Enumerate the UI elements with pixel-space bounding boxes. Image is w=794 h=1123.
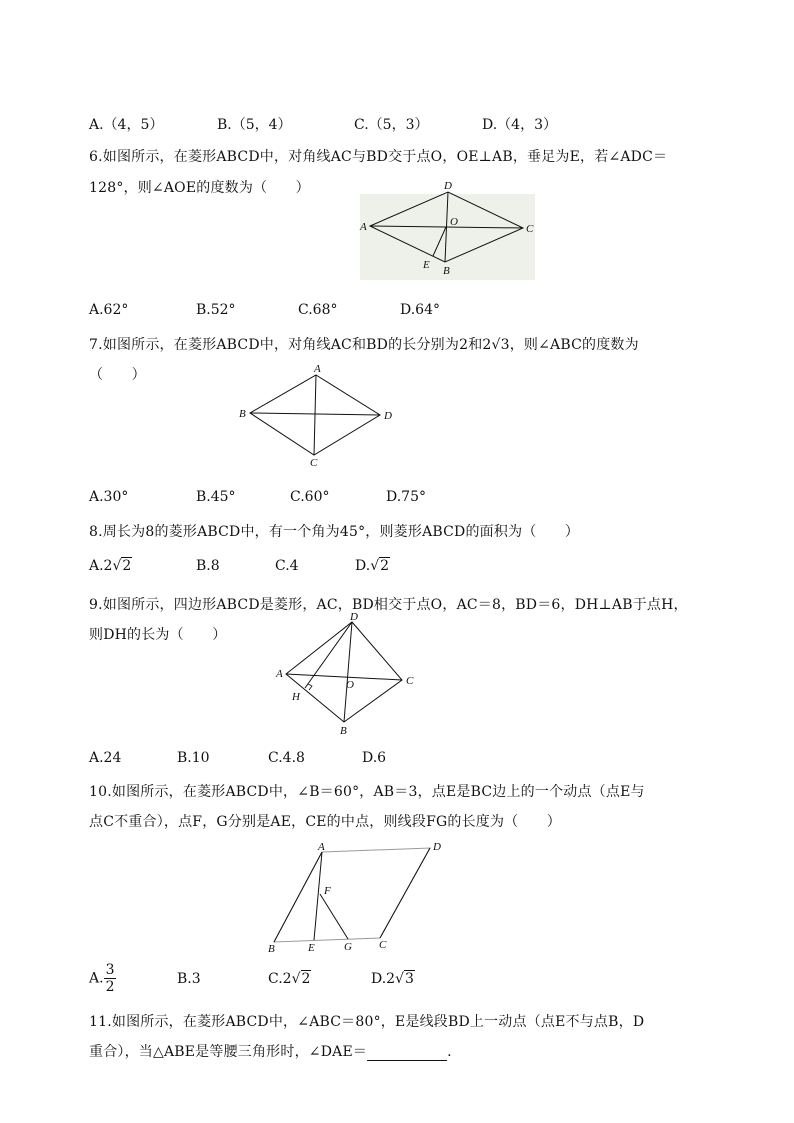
q8-stem-line1: 8.周长为8的菱形ABCD中，有一个角为45°，则菱形ABCD的面积为（ ） <box>89 524 580 540</box>
q10-option-a-prefix: A. <box>89 970 104 987</box>
q10-side-cd <box>380 848 430 938</box>
q7-stem-line2: （ ） <box>89 367 146 383</box>
q8-option-c: C.4 <box>275 558 299 574</box>
q10-segment-fg <box>320 894 348 939</box>
q10-label-c: C <box>379 939 387 951</box>
q6-label-d: D <box>444 180 452 192</box>
q6-figure <box>358 176 538 282</box>
q9-stem-line1: 9.如图所示，四边形ABCD是菱形，AC，BD相交于点O，AC＝8，BD＝6，DH⊥AB于点H， <box>89 597 688 613</box>
q10-label-b: B <box>268 943 275 955</box>
q7-diagonal-ac <box>314 375 316 455</box>
q10-label-d: D <box>433 841 441 853</box>
q9-diagonal-ac <box>286 674 402 680</box>
q10-figure <box>262 836 452 956</box>
q6-option-c: C.68° <box>298 302 338 318</box>
q5-option-b: B.（5，4） <box>217 117 292 133</box>
q7-stem-line1: 7.如图所示，在菱形ABCD中，对角线AC和BD的长分别为2和2√3，则∠ABC的度数为 <box>89 337 639 353</box>
q8-option-d-radical: √2 <box>370 558 390 574</box>
q6-option-d: D.64° <box>400 302 440 318</box>
q10-option-a <box>89 962 116 995</box>
q5-option-c: C.（5，3） <box>354 117 429 133</box>
q6-option-a: A.62° <box>89 302 129 318</box>
q8-option-a-prefix: A.2 <box>89 558 113 574</box>
q8-option-b: B.8 <box>196 558 220 574</box>
q9-segment-dh <box>305 622 352 688</box>
q9-option-b: B.10 <box>177 750 210 766</box>
q5-option-a: A.（4，5） <box>89 117 164 133</box>
q7-label-d: D <box>384 410 392 422</box>
q8-option-d-radicand: 2 <box>380 558 390 574</box>
q11-stem-line2: 重合），当△ABE是等腰三角形时，∠DAE＝ <box>89 1044 368 1060</box>
q6-option-b: B.52° <box>196 302 236 318</box>
q8-option-d-prefix: D. <box>355 558 371 574</box>
q11-answer-blank[interactable] <box>367 1046 447 1061</box>
q11-stem-line2-end: . <box>447 1044 452 1060</box>
q7-label-c: C <box>310 457 318 469</box>
q9-diagonal-bd <box>344 622 352 722</box>
q8-option-a <box>89 558 132 574</box>
q10-option-c-radicand: 2 <box>301 971 311 987</box>
q5-option-d: D.（4，3） <box>482 117 557 133</box>
q10-label-g: G <box>344 941 352 953</box>
q7-option-d: D.75° <box>386 489 426 505</box>
q10-stem-line2: 点C不重合），点F，G分别是AE，CE的中点，则线段FG的长度为（ ） <box>89 814 561 830</box>
q8-option-a-radicand: 2 <box>122 558 132 574</box>
q10-option-d-radicand: 3 <box>405 971 414 987</box>
q10-option-d-radical: √3 <box>395 971 414 987</box>
q9-rhombus <box>286 622 402 722</box>
q10-label-a: A <box>318 841 325 853</box>
q9-stem-line2: 则DH的长为（ ） <box>89 627 227 643</box>
q9-label-o: O <box>346 679 354 691</box>
q9-option-d: D.6 <box>362 750 387 766</box>
q7-figure <box>236 362 400 470</box>
q10-rhombus <box>274 848 430 942</box>
q9-option-a: A.24 <box>89 750 122 766</box>
q10-option-c-radical: √2 <box>291 971 311 987</box>
q10-stem-line1: 10.如图所示，在菱形ABCD中，∠B＝60°，AB＝3，点E是BC边上的一个动点（点E与 <box>89 784 645 800</box>
q9-label-c: C <box>406 675 414 687</box>
q6-stem-line1: 6.如图所示，在菱形ABCD中，对角线AC与BD交于点O，OE⊥AB，垂足为E，若∠ADC＝ <box>89 149 668 165</box>
q10-option-a-numerator: 3 <box>105 962 115 978</box>
q9-right-angle-mark <box>308 684 312 690</box>
q10-option-b: B.3 <box>177 971 201 987</box>
q6-label-b: B <box>443 265 450 277</box>
q10-option-a-denominator: 2 <box>105 979 115 995</box>
q10-option-a-fraction <box>104 962 117 995</box>
q6-label-a: A <box>360 221 367 233</box>
q10-label-f: F <box>324 885 331 897</box>
q10-option-c-prefix: C.2 <box>268 971 292 987</box>
q6-label-o: O <box>450 216 458 228</box>
q9-label-a: A <box>276 668 283 680</box>
q7-label-b: B <box>239 408 246 420</box>
q9-label-d: D <box>350 612 358 623</box>
q9-option-c: C.4.8 <box>268 750 305 766</box>
q6-stem-line2: 128°，则∠AOE的度数为（ ） <box>89 180 310 196</box>
q6-label-c: C <box>526 223 534 235</box>
q10-option-d-prefix: D.2 <box>371 971 396 987</box>
q10-label-e: E <box>308 942 315 954</box>
q9-figure <box>272 612 422 740</box>
q6-label-e: E <box>423 259 430 271</box>
q7-option-c: C.60° <box>290 489 330 505</box>
q10-option-c <box>268 971 311 987</box>
q10-option-d <box>371 971 415 987</box>
q11-stem-line2-wrap <box>89 1041 452 1061</box>
q11-stem-line1: 11.如图所示，在菱形ABCD中，∠ABC＝80°，E是线段BD上一动点（点E不与点B，D <box>89 1014 645 1030</box>
q9-label-b: B <box>340 725 347 737</box>
q8-option-d <box>355 558 390 574</box>
q8-option-a-radical: √2 <box>112 558 132 574</box>
q9-label-h: H <box>292 691 300 703</box>
q7-option-b: B.45° <box>196 489 236 505</box>
q7-option-a: A.30° <box>89 489 129 505</box>
q7-label-a: A <box>314 363 321 375</box>
